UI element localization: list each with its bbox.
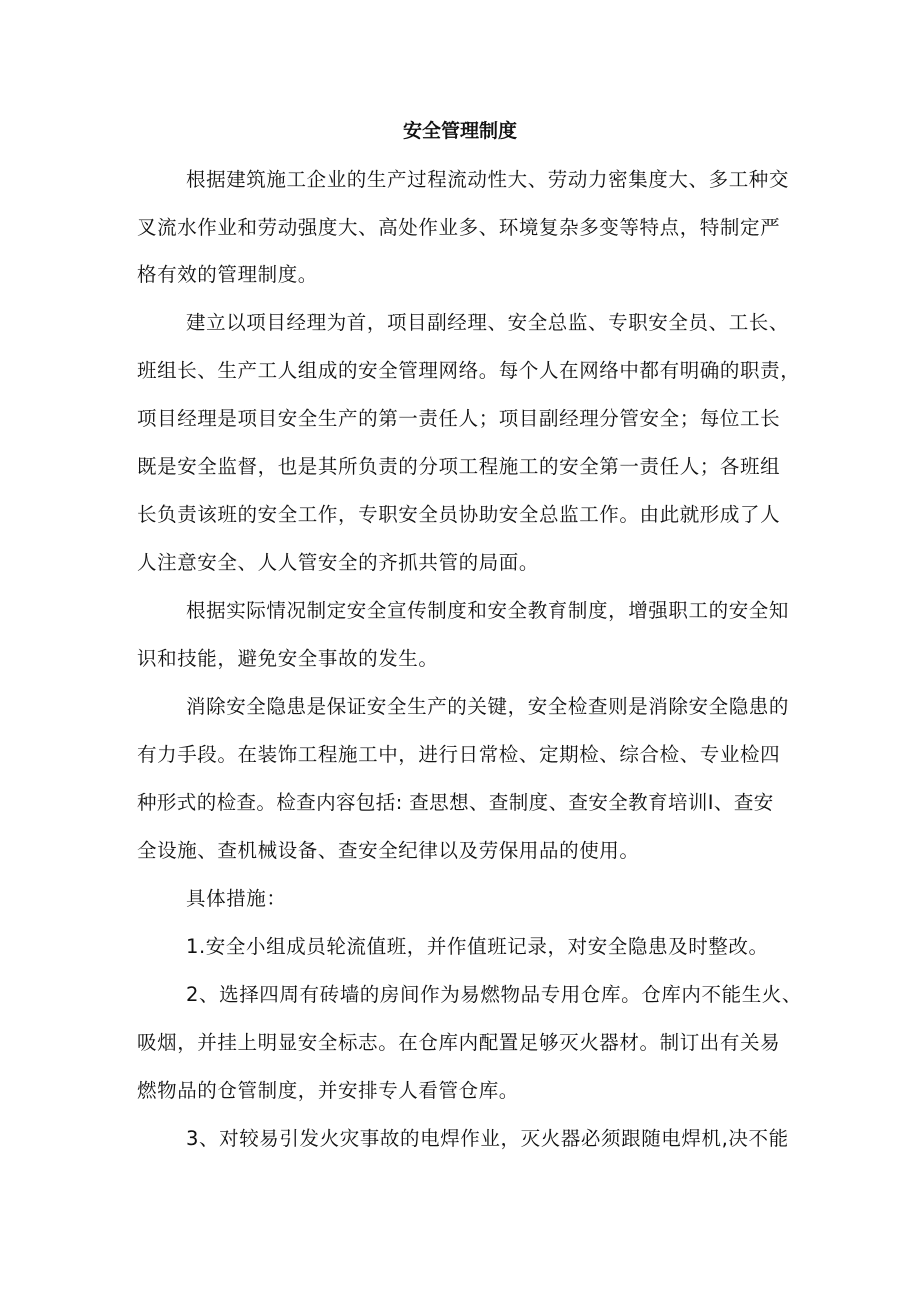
text-line: 长负责该班的安全工作，专职安全员协助安全总监工作。由此就形成了人 <box>137 503 781 526</box>
text-line: 有力手段。在装饰工程施工中，进行日常检、定期检、综合检、专业检四 <box>137 743 781 766</box>
text-line: 全设施、查机械设备、查安全纪律以及劳保用品的使用。 <box>137 839 640 862</box>
text-line: 识和技能，避免安全事故的发生。 <box>137 647 439 670</box>
text-line: 1.安全小组成员轮流值班，并作值班记录，对安全隐患及时整改。 <box>186 935 769 958</box>
text-line: 3、对较易引发火灾事故的电焊作业，灭火器必须跟随电焊机,决不能 <box>186 1127 789 1150</box>
text-line: 既是安全监督，也是其所负责的分项工程施工的安全第一责任人；各班组 <box>137 455 781 478</box>
text-line: 具体措施： <box>186 887 287 910</box>
text-line: 吸烟，并挂上明显安全标志。在仓库内配置足够灭火器材。制订出有关易 <box>137 1031 781 1054</box>
text-line: 叉流水作业和劳动强度大、高处作业多、环境复杂多变等特点，特制定严 <box>137 216 781 239</box>
text-line: 根据实际情况制定安全宣传制度和安全教育制度，增强职工的安全知 <box>186 599 790 622</box>
text-line: 格有效的管理制度。 <box>137 263 318 286</box>
text-line: 消除安全隐患是保证安全生产的关键，安全检查则是消除安全隐患的 <box>186 695 790 718</box>
text-line: 2、选择四周有砖墙的房间作为易燃物品专用仓库。仓库内不能生火、 <box>186 983 803 1006</box>
text-line: 燃物品的仓管制度，并安排专人看管仓库。 <box>137 1079 519 1102</box>
text-line: 根据建筑施工企业的生产过程流动性大、劳动力密集度大、多工种交 <box>186 168 790 191</box>
text-line: 项目经理是项目安全生产的第一责任人；项目副经理分管安全；每位工长 <box>137 407 781 430</box>
document-title: 安全管理制度 <box>402 120 517 142</box>
text-line: 种形式的检查。检查内容包括: 查思想、查制度、查安全教育培训Ⅰ、查安 <box>137 791 774 814</box>
text-line: 建立以项目经理为首，项目副经理、安全总监、专职安全员、工长、 <box>186 311 790 334</box>
text-line: 班组长、生产工人组成的安全管理网络。每个人在网络中都有明确的职责， <box>137 359 801 382</box>
text-line: 人注意安全、人人管安全的齐抓共管的局面。 <box>137 551 540 574</box>
